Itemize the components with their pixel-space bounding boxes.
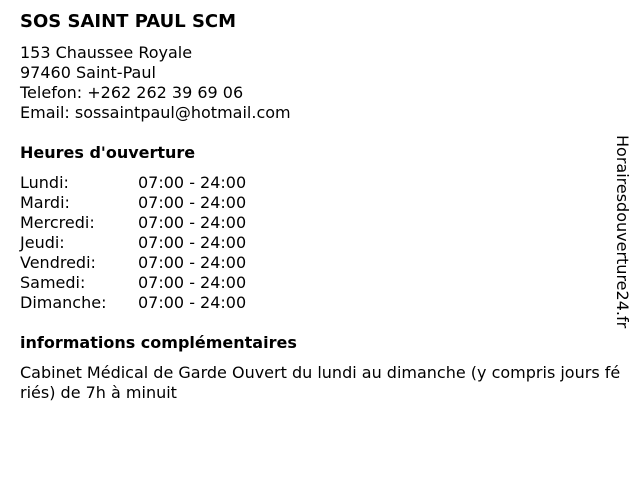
time-range: 07:00 - 24:00 (138, 193, 247, 212)
day-label: Jeudi: (20, 233, 65, 252)
time-range: 07:00 - 24:00 (138, 233, 247, 252)
business-name: SOS SAINT PAUL SCM (20, 11, 237, 32)
business-card (20, 10, 621, 403)
time-range: 07:00 - 24:00 (138, 273, 247, 292)
address-street: 153 Chaussee Royale (20, 43, 193, 62)
day-label: Dimanche: (20, 293, 107, 312)
day-label: Mercredi: (20, 213, 95, 232)
additional-info-heading: informations complémentaires (20, 333, 297, 352)
time-range: 07:00 - 24:00 (138, 253, 247, 272)
hours-row-monday (20, 173, 610, 193)
hours-row-thursday (20, 233, 610, 253)
site-watermark: Horairesdouverture24.fr (613, 135, 632, 329)
time-range: 07:00 - 24:00 (138, 293, 247, 312)
time-range: 07:00 - 24:00 (138, 213, 247, 232)
time-range: 07:00 - 24:00 (138, 173, 247, 192)
day-label: Samedi: (20, 273, 86, 292)
additional-info-text: Cabinet Médical de Garde Ouvert du lundi au dimanche (y compris jours fériés) de 7h à minuit (20, 363, 621, 402)
hours-row-sunday (20, 293, 610, 313)
email-address: Email: sossaintpaul@hotmail.com (20, 103, 291, 122)
day-label: Vendredi: (20, 253, 96, 272)
hours-row-saturday (20, 273, 610, 293)
day-label: Mardi: (20, 193, 70, 212)
address-city: 97460 Saint-Paul (20, 63, 156, 82)
opening-hours-heading: Heures d'ouverture (20, 143, 196, 162)
day-label: Lundi: (20, 173, 69, 192)
phone-number: Telefon: +262 262 39 69 06 (20, 83, 244, 102)
hours-row-friday (20, 253, 610, 273)
hours-row-tuesday (20, 193, 610, 213)
opening-hours-table (20, 173, 610, 313)
hours-row-wednesday (20, 213, 610, 233)
